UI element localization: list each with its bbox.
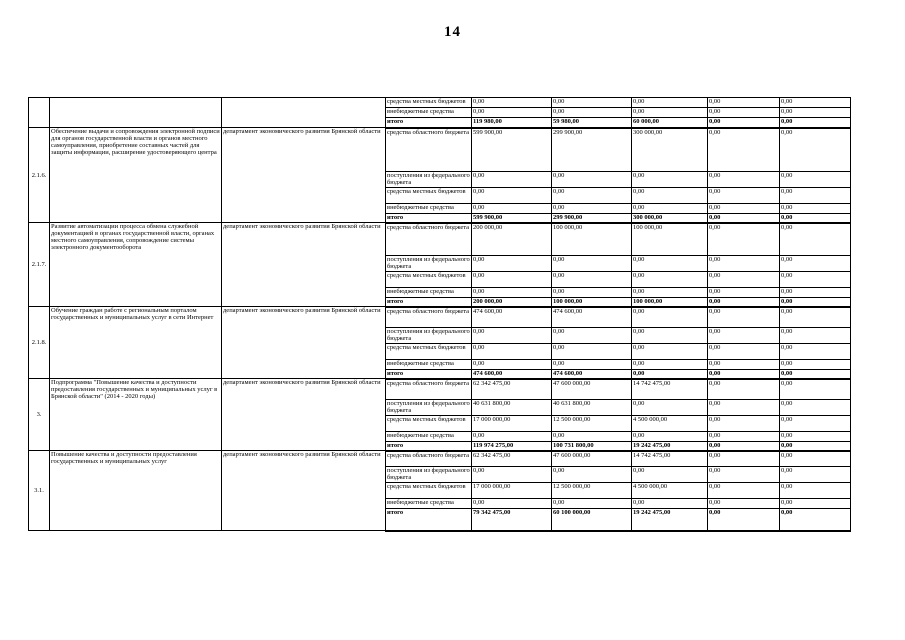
- item-number: [29, 98, 50, 128]
- finance-value: 0,00: [632, 344, 708, 360]
- finance-value: 0,00: [708, 256, 780, 272]
- finance-value: 0,00: [708, 483, 780, 499]
- finance-value: 0,00: [632, 432, 708, 442]
- finance-value: 599 900,00: [472, 214, 552, 223]
- item-number: 2.1.6.: [29, 128, 50, 223]
- finance-value: 0,00: [780, 344, 851, 360]
- finance-source: средства местных бюджетов: [386, 344, 472, 360]
- finance-source: средства местных бюджетов: [386, 483, 472, 499]
- finance-value: 0,00: [708, 172, 780, 188]
- finance-value: 40 631 800,00: [472, 400, 552, 416]
- finance-source: средства местных бюджетов: [386, 416, 472, 432]
- finance-value: 0,00: [708, 128, 780, 172]
- finance-value: 0,00: [472, 172, 552, 188]
- finance-source: итого: [386, 370, 472, 379]
- finance-source: средства областного бюджета: [386, 307, 472, 328]
- finance-value: 0,00: [708, 416, 780, 432]
- finance-value: 12 500 000,00: [552, 483, 632, 499]
- item-name: Развитие автоматизации процесса обмена служебной документацией в органах государственной власти, органах местного самоуправления, сопровождение системы электронного документооборота: [50, 223, 222, 307]
- finance-source: средства местных бюджетов: [386, 188, 472, 204]
- finance-value: 0,00: [708, 499, 780, 509]
- finance-source: средства областного бюджета: [386, 128, 472, 172]
- finance-value: 0,00: [708, 214, 780, 223]
- finance-source: средства областного бюджета: [386, 379, 472, 400]
- finance-value: 0,00: [552, 467, 632, 483]
- finance-value: 0,00: [708, 298, 780, 307]
- finance-source: средства местных бюджетов: [386, 98, 472, 108]
- finance-value: 0,00: [632, 256, 708, 272]
- finance-value: 0,00: [708, 467, 780, 483]
- table-row: [29, 98, 851, 108]
- finance-value: 0,00: [708, 328, 780, 344]
- finance-value: 0,00: [708, 360, 780, 370]
- finance-value: 0,00: [780, 272, 851, 288]
- finance-value: 0,00: [708, 118, 780, 128]
- finance-value: 0,00: [552, 98, 632, 108]
- finance-value: 12 500 000,00: [552, 416, 632, 432]
- finance-value: 0,00: [552, 499, 632, 509]
- finance-source: внебюджетные средства: [386, 108, 472, 118]
- finance-value: 100 000,00: [632, 223, 708, 256]
- finance-value: 200 000,00: [472, 223, 552, 256]
- finance-value: 0,00: [632, 360, 708, 370]
- finance-value: 0,00: [632, 370, 708, 379]
- finance-value: 119 980,00: [472, 118, 552, 128]
- finance-value: 0,00: [780, 118, 851, 128]
- finance-value: 14 742 475,00: [632, 451, 708, 467]
- finance-value: 0,00: [708, 442, 780, 451]
- finance-value: 0,00: [472, 188, 552, 204]
- finance-value: 0,00: [632, 307, 708, 328]
- table-row: [29, 307, 851, 328]
- finance-value: 0,00: [632, 467, 708, 483]
- finance-value: 0,00: [780, 204, 851, 214]
- finance-value: 0,00: [780, 188, 851, 204]
- finance-source: итого: [386, 298, 472, 307]
- item-executor: департамент экономического развития Брянской области: [222, 379, 386, 451]
- table-row: [29, 451, 851, 467]
- finance-value: 0,00: [708, 344, 780, 360]
- finance-value: 0,00: [472, 344, 552, 360]
- finance-value: 0,00: [552, 172, 632, 188]
- finance-value: 0,00: [632, 272, 708, 288]
- finance-value: 0,00: [552, 328, 632, 344]
- finance-value: 100 000,00: [632, 298, 708, 307]
- finance-value: 0,00: [708, 379, 780, 400]
- finance-source: внебюджетные средства: [386, 432, 472, 442]
- finance-value: 0,00: [552, 188, 632, 204]
- finance-value: 0,00: [708, 509, 780, 531]
- item-name: Подпрограмма "Повышение качества и доступности предоставления государственных и муниципальных услуг в Брянской области" (2014 - 2020 годы): [50, 379, 222, 451]
- finance-source: средства местных бюджетов: [386, 272, 472, 288]
- finance-value: 0,00: [472, 272, 552, 288]
- finance-value: 299 900,00: [552, 128, 632, 172]
- finance-value: 0,00: [552, 360, 632, 370]
- item-number: 2.1.8.: [29, 307, 50, 379]
- finance-value: 0,00: [780, 400, 851, 416]
- item-name: [50, 98, 222, 128]
- finance-value: 0,00: [708, 288, 780, 298]
- finance-value: 17 000 000,00: [472, 416, 552, 432]
- finance-value: 0,00: [632, 108, 708, 118]
- finance-value: 0,00: [780, 467, 851, 483]
- finance-value: 47 600 000,00: [552, 379, 632, 400]
- budget-table: [28, 97, 851, 532]
- finance-value: 62 342 475,00: [472, 451, 552, 467]
- finance-value: 0,00: [632, 98, 708, 108]
- item-executor: департамент экономического развития Брянской области: [222, 307, 386, 379]
- finance-value: 19 242 475,00: [632, 509, 708, 531]
- finance-value: 0,00: [708, 223, 780, 256]
- finance-value: 4 500 000,00: [632, 483, 708, 499]
- finance-value: 0,00: [552, 256, 632, 272]
- finance-value: 0,00: [708, 98, 780, 108]
- finance-value: 0,00: [780, 442, 851, 451]
- finance-value: 0,00: [472, 467, 552, 483]
- finance-value: 474 600,00: [472, 370, 552, 379]
- finance-value: 0,00: [708, 108, 780, 118]
- finance-source: итого: [386, 214, 472, 223]
- finance-value: 0,00: [708, 432, 780, 442]
- finance-value: 0,00: [552, 204, 632, 214]
- finance-source: поступления из федерального бюджета: [387, 400, 470, 414]
- finance-value: 0,00: [780, 98, 851, 108]
- finance-value: 474 600,00: [552, 370, 632, 379]
- page-number: 14: [444, 24, 461, 40]
- finance-value: 0,00: [552, 344, 632, 360]
- finance-source: средства областного бюджета: [386, 223, 472, 256]
- finance-value: 0,00: [780, 416, 851, 432]
- finance-value: 60 100 000,00: [552, 509, 632, 531]
- finance-value: 100 000,00: [552, 223, 632, 256]
- item-number: 3.1.: [29, 451, 50, 531]
- finance-value: 0,00: [780, 483, 851, 499]
- finance-value: 100 731 800,00: [552, 442, 632, 451]
- finance-value: 79 342 475,00: [472, 509, 552, 531]
- finance-source: внебюджетные средства: [386, 288, 472, 298]
- finance-source: внебюджетные средства: [386, 499, 472, 509]
- finance-value: 0,00: [472, 328, 552, 344]
- finance-value: 17 000 000,00: [472, 483, 552, 499]
- finance-source: внебюджетные средства: [386, 360, 472, 370]
- finance-value: 0,00: [472, 108, 552, 118]
- finance-value: 0,00: [472, 360, 552, 370]
- finance-value: 47 600 000,00: [552, 451, 632, 467]
- finance-value: 0,00: [708, 272, 780, 288]
- finance-value: 40 631 800,00: [552, 400, 632, 416]
- finance-value: 0,00: [708, 451, 780, 467]
- finance-value: 0,00: [708, 400, 780, 416]
- finance-value: 299 900,00: [552, 214, 632, 223]
- item-executor: [222, 98, 386, 128]
- finance-value: 0,00: [708, 188, 780, 204]
- item-number: 2.1.7.: [29, 223, 50, 307]
- finance-value: 0,00: [632, 288, 708, 298]
- item-name: Повышение качества и доступности предоставления государственных и муниципальных услуг: [50, 451, 222, 531]
- finance-value: 300 000,00: [632, 128, 708, 172]
- finance-source: поступления из федерального бюджета: [387, 467, 470, 481]
- item-executor: департамент экономического развития Брянской области: [222, 451, 386, 531]
- finance-value: 0,00: [472, 288, 552, 298]
- finance-value: 59 980,00: [552, 118, 632, 128]
- finance-value: 474 600,00: [552, 307, 632, 328]
- finance-value: 19 242 475,00: [632, 442, 708, 451]
- finance-value: 0,00: [780, 451, 851, 467]
- finance-value: 0,00: [780, 379, 851, 400]
- finance-value: 0,00: [780, 256, 851, 272]
- item-executor: департамент экономического развития Брянской области: [222, 128, 386, 223]
- finance-value: 4 500 000,00: [632, 416, 708, 432]
- finance-value: 0,00: [708, 307, 780, 328]
- finance-value: 0,00: [780, 108, 851, 118]
- finance-value: 0,00: [780, 307, 851, 328]
- finance-value: 60 000,00: [632, 118, 708, 128]
- finance-source: внебюджетные средства: [386, 204, 472, 214]
- finance-value: 0,00: [780, 509, 851, 531]
- finance-value: 0,00: [780, 288, 851, 298]
- finance-value: 0,00: [780, 214, 851, 223]
- finance-value: 0,00: [472, 432, 552, 442]
- item-name: Обеспечение выдачи и сопровождения электронной подписи для органов государственной власти и органов местного самоуправления, приобретение составных частей для защиты информации, расширение удостоверяющего центра: [50, 128, 222, 223]
- finance-value: 0,00: [552, 288, 632, 298]
- finance-value: 0,00: [708, 204, 780, 214]
- table-row: [29, 379, 851, 400]
- finance-value: 0,00: [780, 298, 851, 307]
- item-executor: департамент экономического развития Брянской области: [222, 223, 386, 307]
- finance-value: 474 600,00: [472, 307, 552, 328]
- finance-value: 0,00: [552, 432, 632, 442]
- finance-value: 0,00: [472, 256, 552, 272]
- item-number: 3.: [29, 379, 50, 451]
- finance-value: 0,00: [708, 370, 780, 379]
- finance-source: поступления из федерального бюджета: [387, 256, 470, 270]
- finance-value: 62 342 475,00: [472, 379, 552, 400]
- finance-value: 0,00: [780, 499, 851, 509]
- table-row: [29, 128, 851, 172]
- finance-source: поступления из федерального бюджета: [387, 328, 470, 342]
- finance-value: 0,00: [780, 370, 851, 379]
- finance-value: 599 900,00: [472, 128, 552, 172]
- finance-value: 0,00: [472, 98, 552, 108]
- finance-value: 0,00: [472, 499, 552, 509]
- finance-value: 0,00: [632, 400, 708, 416]
- finance-value: 14 742 475,00: [632, 379, 708, 400]
- finance-value: 0,00: [780, 432, 851, 442]
- finance-value: 0,00: [472, 204, 552, 214]
- finance-value: 0,00: [632, 172, 708, 188]
- finance-value: 0,00: [780, 172, 851, 188]
- finance-value: 119 974 275,00: [472, 442, 552, 451]
- finance-value: 200 000,00: [472, 298, 552, 307]
- finance-source: итого: [386, 118, 472, 128]
- finance-value: 0,00: [780, 128, 851, 172]
- finance-value: 300 000,00: [632, 214, 708, 223]
- finance-source: итого: [386, 442, 472, 451]
- finance-value: 0,00: [780, 223, 851, 256]
- finance-value: 0,00: [632, 188, 708, 204]
- finance-value: 0,00: [780, 360, 851, 370]
- finance-source: средства областного бюджета: [386, 451, 472, 467]
- table-row: [29, 223, 851, 256]
- finance-value: 0,00: [632, 499, 708, 509]
- finance-value: 0,00: [780, 328, 851, 344]
- finance-value: 0,00: [632, 204, 708, 214]
- finance-value: 0,00: [552, 272, 632, 288]
- finance-source: поступления из федерального бюджета: [387, 172, 470, 186]
- finance-value: 100 000,00: [552, 298, 632, 307]
- finance-source: итого: [386, 509, 472, 531]
- finance-value: 0,00: [552, 108, 632, 118]
- finance-value: 0,00: [632, 328, 708, 344]
- item-name: Обучение граждан работе с региональным порталом государственных и муниципальных услуг в сети Интернет: [50, 307, 222, 379]
